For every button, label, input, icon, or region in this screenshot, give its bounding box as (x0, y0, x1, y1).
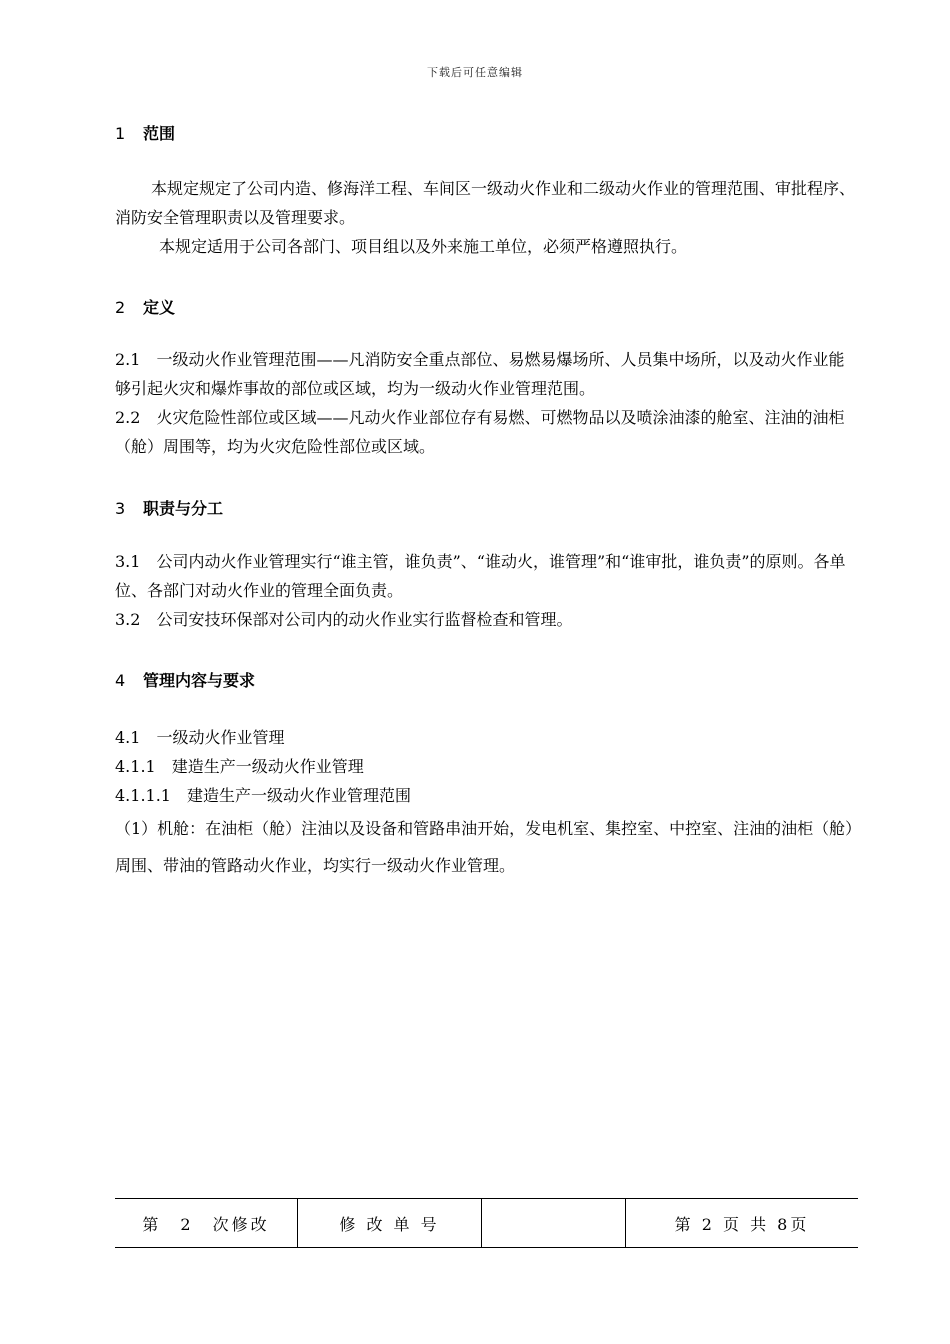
revision-cell: 第 2 次修改 (115, 1199, 298, 1247)
paragraph-4-1-1-1: 4.1.1.1 建造生产一级动火作业管理范围 (115, 786, 411, 805)
section-heading-definition (115, 295, 175, 318)
section-heading-scope (115, 121, 175, 144)
change-number-value-cell (482, 1199, 626, 1247)
paragraph-scope-2: 本规定适用于公司各部门、项目组以及外来施工单位，必须严格遵照执行。 (159, 237, 688, 256)
section-title: 职责与分工 (143, 499, 224, 518)
section-heading-management (115, 668, 255, 691)
paragraph-scope-1: 本规定规定了公司内造、修海洋工程、车间区一级动火作业和二级动火作业的管理范围、审批程序、消防安全管理职责以及管理要求。 (115, 179, 856, 227)
section-number: 1 (115, 124, 126, 143)
section-number: 2 (115, 298, 126, 317)
section-heading-responsibilities (115, 496, 223, 519)
section-number: 3 (115, 499, 126, 518)
paragraph-4-1-1-1-item-1: （1）机舱：在油柜（舱）注油以及设备和管路串油开始，发电机室、集控室、中控室、注油的油柜（舱）周围、带油的管路动火作业，均实行一级动火作业管理。 (115, 819, 854, 875)
paragraph-2-1: 2.1 一级动火作业管理范围——凡消防安全重点部位、易燃易爆场所、人员集中场所，以及动火作业能够引起火灾和爆炸事故的部位或区域，均为一级动火作业管理范围。 (115, 350, 845, 398)
paragraph-3-1: 3.1 公司内动火作业管理实行“谁主管，谁负责”、“谁动火，谁管理”和“谁审批，谁负责”的原则。各单位、各部门对动火作业的管理全面负责。 (115, 552, 846, 600)
paragraph-4-1: 4.1 一级动火作业管理 (115, 728, 285, 747)
paragraph-3-2: 3.2 公司安技环保部对公司内的动火作业实行监督检查和管理。 (115, 610, 573, 629)
paragraph-4-1-1: 4.1.1 建造生产一级动火作业管理 (115, 757, 364, 776)
section-title: 范围 (143, 124, 176, 143)
page-header: 下载后可任意编辑 (427, 66, 523, 79)
revision-footer-table (115, 1198, 858, 1248)
section-title: 管理内容与要求 (143, 671, 256, 690)
section-number: 4 (115, 671, 126, 690)
change-number-label-cell: 修 改 单 号 (298, 1199, 482, 1247)
paragraph-2-2: 2.2 火灾危险性部位或区域——凡动火作业部位存有易燃、可燃物品以及喷涂油漆的舱室、注油的油柜（舱）周围等，均为火灾危险性部位或区域。 (115, 408, 845, 456)
page-info-cell: 第 2 页 共 8页 (674, 1214, 810, 1234)
section-title: 定义 (143, 298, 176, 317)
